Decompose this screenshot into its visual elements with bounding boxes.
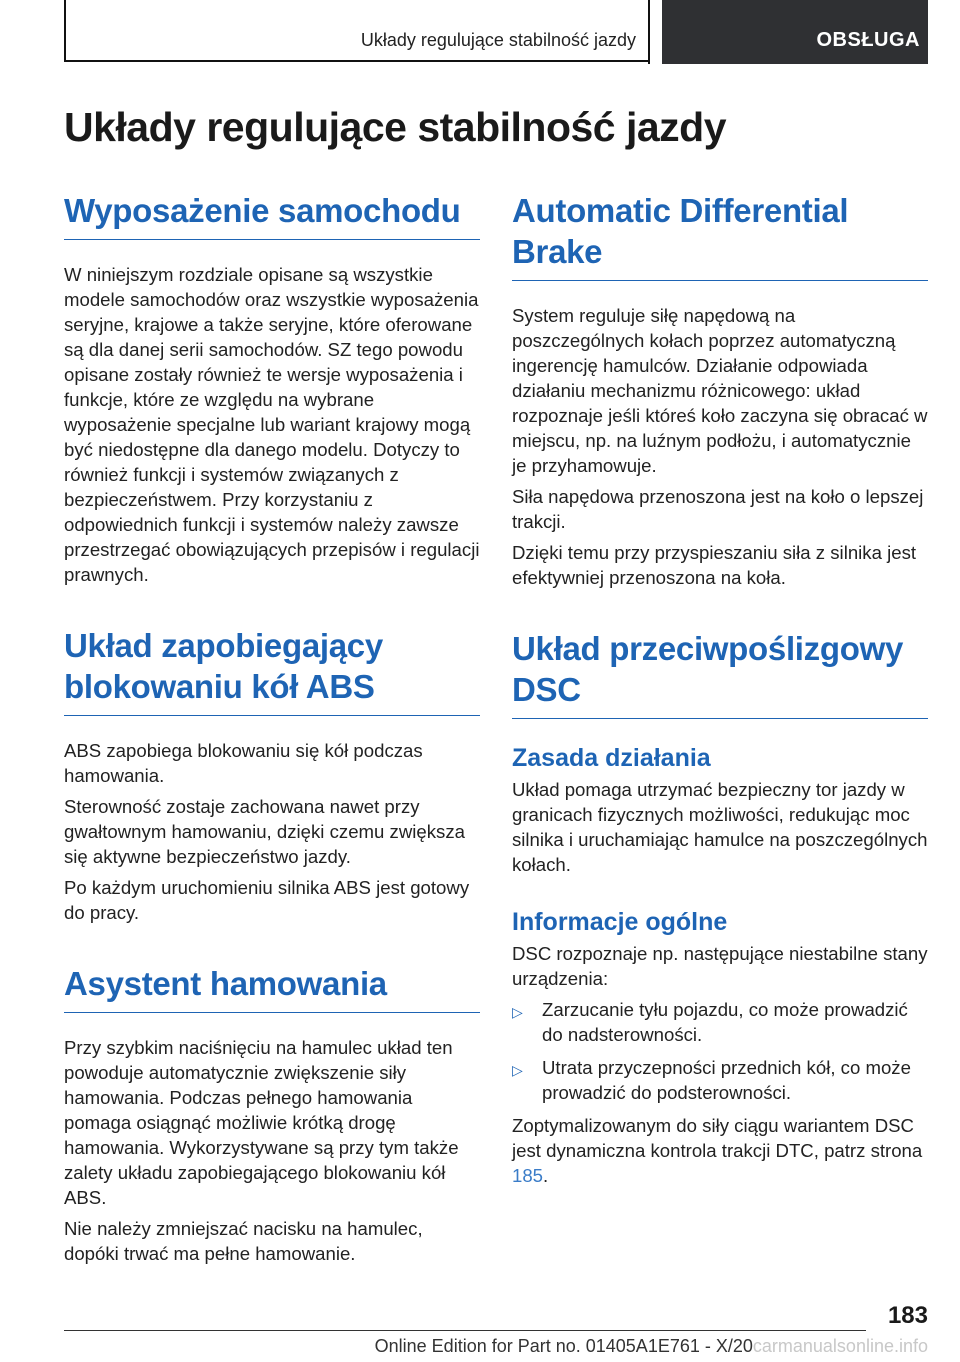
abs-paragraph-3: Po każdym uruchomieniu silnika ABS jest gotowy do pracy.	[64, 877, 470, 923]
heading-equipment: Wyposażenie samochodu	[64, 190, 480, 240]
equipment-paragraph: W niniejszym rozdziale opisane są wszystkie modele samochodów oraz wszystkie wyposażenia seryjne, krajowe a także seryjne, które oferowane są dla danej serii samochodów. SZ tego powodu opisane zostały również te wersje wyposażenia i funkcje, które ze względu na wybrane wyposażenie specjalne lub wariant krajowy mogą być niedostępne dla danego modelu. Dotyczy to również funkcji i systemów związanych z bezpieczeństwem. Przy korzystaniu z odpowiednich funkcji i systemów należy zawsze przestrzegać obowiązujących przepisów i regulacji prawnych.	[64, 264, 480, 585]
footer-divider	[64, 1330, 866, 1331]
heading-operating-principle: Zasada działania	[512, 744, 711, 772]
list-item: ▷ Zarzucanie tyłu pojazdu, co może prowadzić do nadsterowności.	[512, 999, 908, 1045]
footer	[375, 1336, 928, 1357]
abs-paragraph-2: Sterowność zostaje zachowana nawet przy gwałtownym hamowaniu, dzięki czemu zwiększa się aktywne bezpieczeństwo jazdy.	[64, 796, 465, 867]
adb-paragraph-3: Dzięki temu przy przyspieszaniu siła z silnika jest efektywniej przenoszona na koła.	[512, 542, 917, 588]
list-item: ▷ Utrata przyczepności przednich kół, co może prowadzić do podsterowności.	[512, 1057, 911, 1103]
header-category-label: OBSŁUGA	[816, 29, 920, 51]
header-section-title: Układy regulujące stabilność jazdy	[360, 30, 636, 50]
brake-assist-paragraph-1: Przy szybkim naciśnięciu na hamulec układ ten powoduje automatycznie zwiększenie siły hamowania. Podczas pełnego hamowania pomaga osiągnąć możliwie krótką drogę hamowania. Wykorzystywane są przy tym także zalety układu zapobiegającego blokowaniu kół ABS.	[64, 1037, 459, 1208]
abs-paragraph-1: ABS zapobiega blokowaniu się kół podczas hamowania.	[64, 740, 423, 786]
instability-list	[512, 997, 928, 1105]
brake-assist-paragraph-2: Nie należy zmniejszać nacisku na hamulec, dopóki trwać ma pełne hamowanie.	[64, 1218, 423, 1264]
right-column	[512, 190, 928, 1188]
triangle-bullet-icon: ▷	[512, 1062, 523, 1078]
heading-adb: Automatic Differential Brake	[512, 190, 928, 281]
heading-abs: Układ zapobiegający blokowaniu kół ABS	[64, 625, 480, 716]
heading-general-info: Informacje ogólne	[512, 908, 728, 936]
footer-watermark: carmanualsonline.info	[752, 1336, 928, 1356]
general-info-paragraph: DSC rozpoznaje np. następujące niestabilne stany urządzenia:	[512, 943, 928, 989]
adb-paragraph-1: System reguluje siłę napędową na poszczególnych kołach poprzez automatyczną ingerencję hamulców. Działanie odpowiada działaniu mechanizmu różnicowego: układ rozpoznaje jeśli któreś koło zaczyna się obracać w miejscu, np. na luźnym podłożu, i automatycznie je przyhamowuje.	[512, 305, 928, 476]
heading-dsc: Układ przeciwpoślizgowy DSC	[512, 628, 928, 719]
page-link-185[interactable]: 185	[512, 1165, 544, 1186]
operating-principle-paragraph: Układ pomaga utrzymać bezpieczny tor jazdy w granicach fizycznych możliwości, redukując moc silnika i uruchamiając hamulce na poszczególnych kołach.	[512, 779, 928, 875]
adb-paragraph-2: Siła napędowa przenoszona jest na koło o lepszej trakcji.	[512, 486, 924, 532]
page-header	[64, 0, 928, 64]
header-section-box	[64, 0, 648, 62]
page-number: 183	[887, 1302, 928, 1329]
heading-brake-assist: Asystent hamowania	[64, 963, 480, 1013]
left-column	[64, 190, 480, 1266]
header-divider	[648, 0, 650, 64]
page-title: Układy regulujące stabilność jazdy	[64, 104, 727, 150]
footer-edition-text: Online Edition for Part no. 01405A1E761 - X/20	[374, 1336, 753, 1356]
dtc-paragraph: Zoptymalizowanym do siły ciągu wariantem DSC jest dynamiczna kontrola trakcji DTC, patrz strona 185.	[512, 1115, 923, 1186]
header-category-tab	[662, 0, 928, 64]
triangle-bullet-icon: ▷	[512, 1004, 523, 1020]
